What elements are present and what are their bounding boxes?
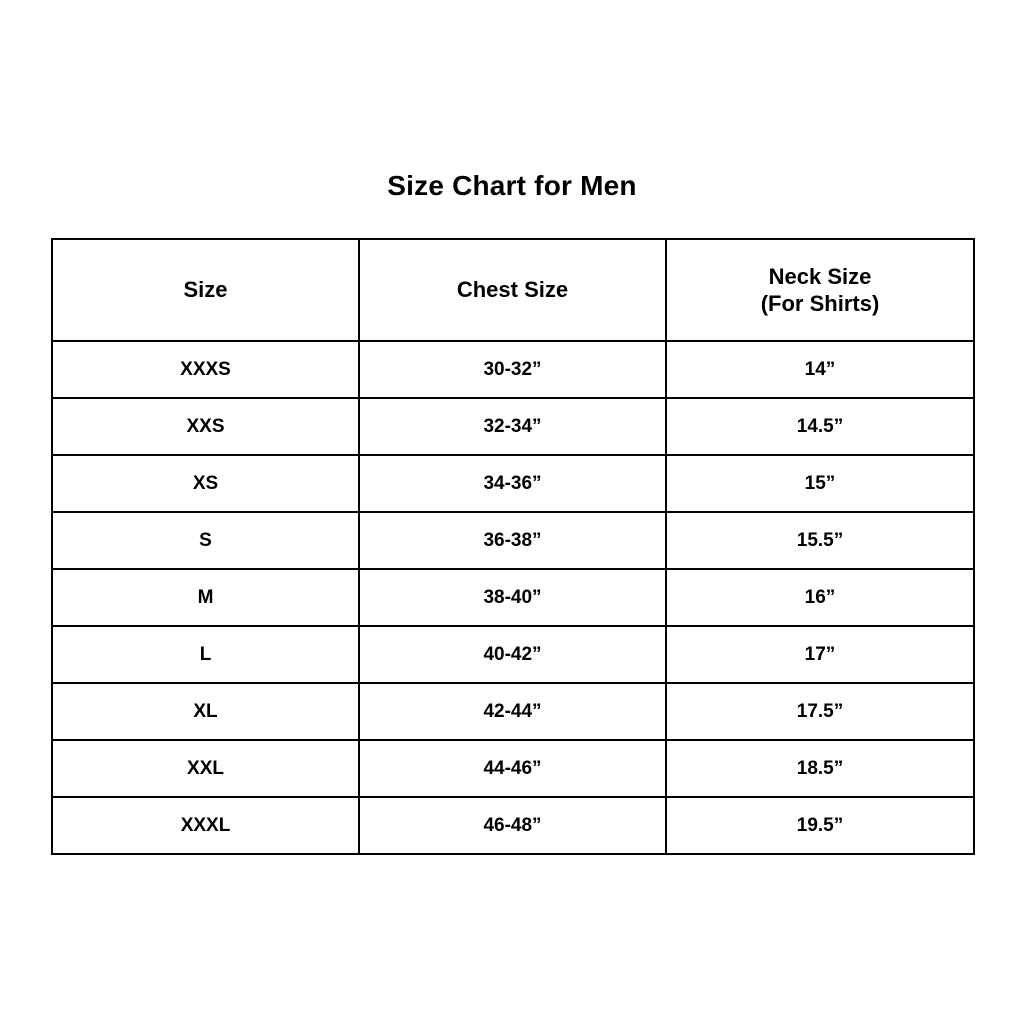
cell-neck: 17”	[666, 626, 974, 683]
table-row	[52, 797, 974, 854]
table-row	[52, 569, 974, 626]
cell-neck: 18.5”	[666, 740, 974, 797]
cell-neck: 17.5”	[666, 683, 974, 740]
cell-size: S	[52, 512, 359, 569]
cell-size: L	[52, 626, 359, 683]
table-row	[52, 740, 974, 797]
size-chart-table-wrapper	[51, 238, 973, 855]
cell-size: XXXL	[52, 797, 359, 854]
cell-neck: 15.5”	[666, 512, 974, 569]
cell-chest: 30-32”	[359, 341, 666, 398]
table-body	[52, 341, 974, 854]
column-header-size-label: Size	[183, 277, 228, 303]
column-header-size	[52, 239, 359, 341]
table-header-row	[52, 239, 974, 341]
cell-size: M	[52, 569, 359, 626]
cell-chest: 34-36”	[359, 455, 666, 512]
page-title: Size Chart for Men	[387, 170, 637, 201]
cell-neck: 16”	[666, 569, 974, 626]
cell-chest: 36-38”	[359, 512, 666, 569]
cell-chest: 46-48”	[359, 797, 666, 854]
cell-neck: 14”	[666, 341, 974, 398]
table-row	[52, 683, 974, 740]
cell-neck: 19.5”	[666, 797, 974, 854]
cell-chest: 32-34”	[359, 398, 666, 455]
cell-size: XXL	[52, 740, 359, 797]
cell-size: XXS	[52, 398, 359, 455]
cell-size: XXXS	[52, 341, 359, 398]
cell-chest: 40-42”	[359, 626, 666, 683]
column-header-neck-size	[666, 239, 974, 341]
cell-size: XS	[52, 455, 359, 512]
table-row	[52, 512, 974, 569]
cell-neck: 15”	[666, 455, 974, 512]
column-header-neck-size-label: Neck Size	[768, 263, 872, 289]
table-row	[52, 626, 974, 683]
table-row	[52, 455, 974, 512]
cell-chest: 38-40”	[359, 569, 666, 626]
cell-neck: 14.5”	[666, 398, 974, 455]
cell-chest: 42-44”	[359, 683, 666, 740]
column-header-chest-size	[359, 239, 666, 341]
cell-chest: 44-46”	[359, 740, 666, 797]
table-header	[52, 239, 974, 341]
table-row	[52, 341, 974, 398]
column-header-neck-size-sublabel: (For Shirts)	[760, 291, 880, 316]
column-header-chest-size-label: Chest Size	[456, 277, 569, 303]
table-row	[52, 398, 974, 455]
cell-size: XL	[52, 683, 359, 740]
size-chart-table	[51, 238, 975, 855]
